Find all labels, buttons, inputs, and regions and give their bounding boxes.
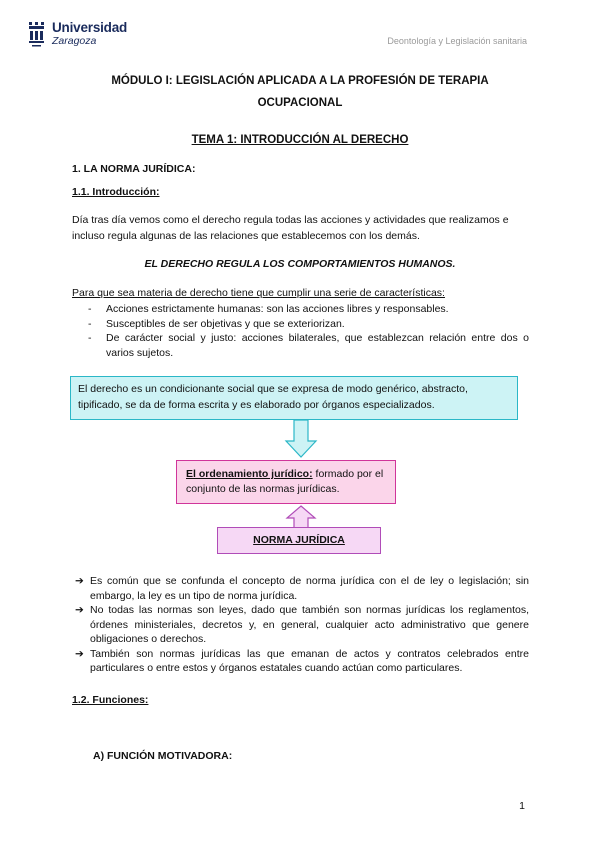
norma-juridica-box: NORMA JURÍDICA [217, 527, 381, 554]
list-item [72, 331, 529, 360]
list-item-text: De carácter social y justo: acciones bilaterales, que establezcan relación entre dos o varios sujetos. [106, 332, 529, 359]
list-item [72, 647, 529, 676]
down-arrow-icon [284, 419, 318, 459]
intro-paragraph: Día tras día vemos como el derecho regula todas las acciones y actividades que realizamos e incluso regula algunas de las relaciones que establecemos con los demás. [72, 214, 509, 242]
module-title-line1: MÓDULO I: LEGISLACIÓN APLICADA A LA PROFESIÓN DE TERAPIA [111, 75, 489, 87]
dash-bullet: - [88, 317, 92, 330]
list-item [72, 603, 529, 647]
list-item [72, 574, 529, 603]
logo-title: Universidad [52, 20, 128, 35]
subsection-heading-funciones: 1.2. Funciones: [72, 694, 149, 706]
list-item-text: Acciones estrictamente humanas: son las acciones libres y responsables. [106, 303, 449, 315]
arrow-bullet-icon: ➔ [75, 647, 84, 660]
ordenamiento-box [176, 460, 396, 504]
module-title-line2: OCUPACIONAL [257, 97, 343, 109]
tema-title: TEMA 1: INTRODUCCIÓN AL DERECHO [191, 134, 409, 146]
university-crest-icon [28, 20, 46, 50]
arrow-bullet-icon: ➔ [75, 575, 84, 587]
section-heading-norma: 1. LA NORMA JURÍDICA: [72, 163, 196, 175]
characteristics-lead: Para que sea materia de derecho tiene que cumplir una serie de características: [72, 287, 445, 299]
list-item-text: También son normas jurídicas las que emanan de actos y contratos celebrados entre particulares o entre estos y órganos estatales cuando actúan como particulares. [90, 647, 529, 674]
module-title [60, 70, 540, 114]
list-item [72, 317, 529, 332]
list-item-text: Susceptibles de ser objetivas y que se exteriorizan. [106, 317, 345, 330]
ordenamiento-description: formado por el conjunto de las normas jurídicas. [186, 468, 384, 495]
logo-subtitle: Zaragoza [52, 35, 97, 47]
list-item [72, 302, 529, 317]
ordenamiento-term: El ordenamiento jurídico: [186, 468, 313, 480]
emphasis-statement: EL DERECHO REGULA LOS COMPORTAMIENTOS HUMANOS. [144, 258, 456, 270]
university-logo [28, 20, 138, 50]
dash-bullet: - [88, 332, 92, 344]
running-header: Deontología y Legislación sanitaria [387, 36, 527, 46]
page-number: 1 [519, 800, 525, 812]
notes-list [72, 574, 529, 676]
arrow-bullet-icon: ➔ [75, 604, 84, 616]
list-item-text: No todas las normas son leyes, dado que también son normas jurídicas los reglamentos, órdenes ministeriales, decretos y, en general, cualquier acto administrativo que genere obligaciones o derechos. [90, 604, 529, 645]
list-item-text: Es común que se confunda el concepto de norma jurídica con el de ley o legislación; sin embargo, la ley es un tipo de norma jurídica. [90, 575, 529, 602]
definition-box: El derecho es un condicionante social que se expresa de modo genérico, abstracto, tipificado, se da de forma escrita y es elaborado por órganos especializados. [70, 376, 518, 420]
subsection-heading-intro: 1.1. Introducción: [72, 186, 160, 198]
characteristics-list [72, 302, 529, 360]
dash-bullet: - [88, 303, 92, 315]
function-a-heading: A) FUNCIÓN MOTIVADORA: [93, 750, 233, 762]
